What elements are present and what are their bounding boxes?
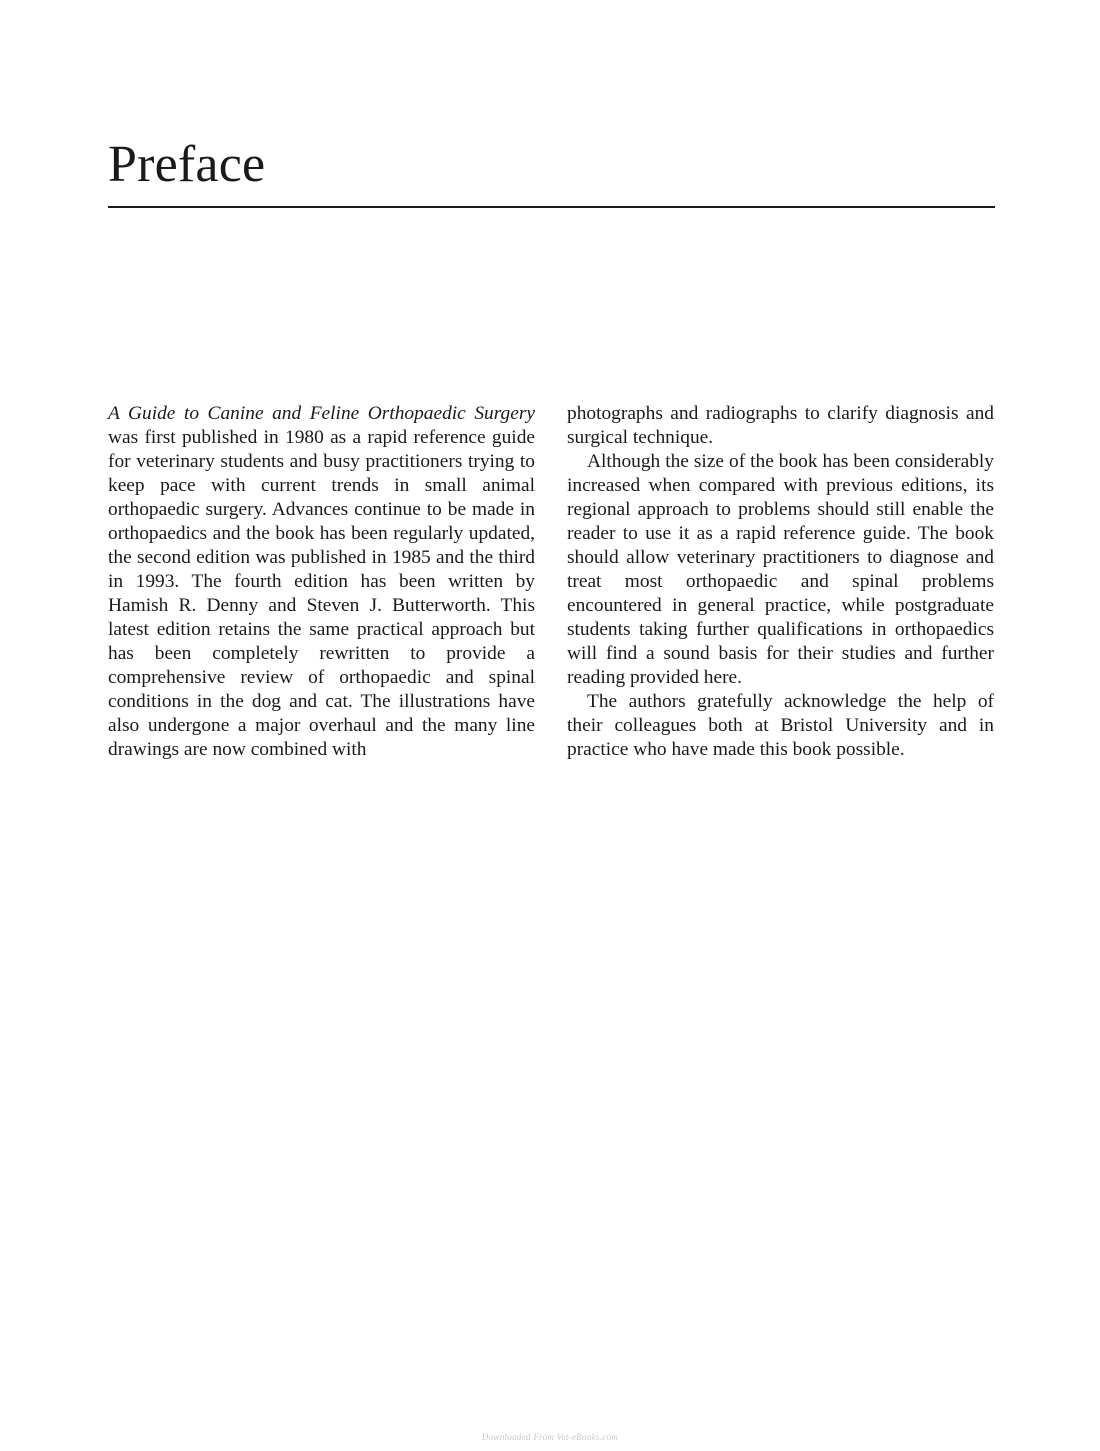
- left-column: [108, 402, 535, 762]
- page-title: Preface: [108, 136, 266, 193]
- paragraph-acknowledgement: The authors gratefully acknowledge the help of their colleagues both at Bristol University and in practice who have made this book possible.: [567, 691, 994, 760]
- paragraph-intro-continued: photographs and radiographs to clarify diagnosis and surgical technique.: [567, 403, 994, 448]
- paragraph-intro-text: was first published in 1980 as a rapid reference guide for veterinary students and busy practitioners trying to keep pace with current trends in small animal orthopaedic surgery. Advances continue to be made in orthopaedics and the book has been regularly updated, the second edition was published in 1985 and the third in 1993. The fourth edition has been written by Hamish R. Denny and Steven J. Butterworth. This latest edition retains the same practical approach but has been completely rewritten to provide a comprehensive review of orthopaedic and spinal conditions in the dog and cat. The illustrations have also undergone a major overhaul and the many line drawings are now combined with: [108, 427, 535, 760]
- book-title-italic: A Guide to Canine and Feline Orthopaedic Surgery: [108, 403, 535, 424]
- paragraph-intro: [108, 402, 535, 762]
- preface-body: [108, 402, 995, 802]
- paragraph-size: Although the size of the book has been considerably increased when compared with previous editions, its regional approach to problems should still enable the reader to use it as a rapid reference guide. The book should allow veterinary practitioners to diagnose and treat most orthopaedic and spinal problems encountered in general practice, while postgraduate students taking further qualifications in orthopaedics will find a sound basis for their studies and further reading provided here.: [567, 451, 994, 688]
- title-rule: [108, 206, 995, 208]
- footer-watermark: Downloaded From Vet-eBooks.com: [481, 1432, 619, 1442]
- right-column: [567, 402, 994, 762]
